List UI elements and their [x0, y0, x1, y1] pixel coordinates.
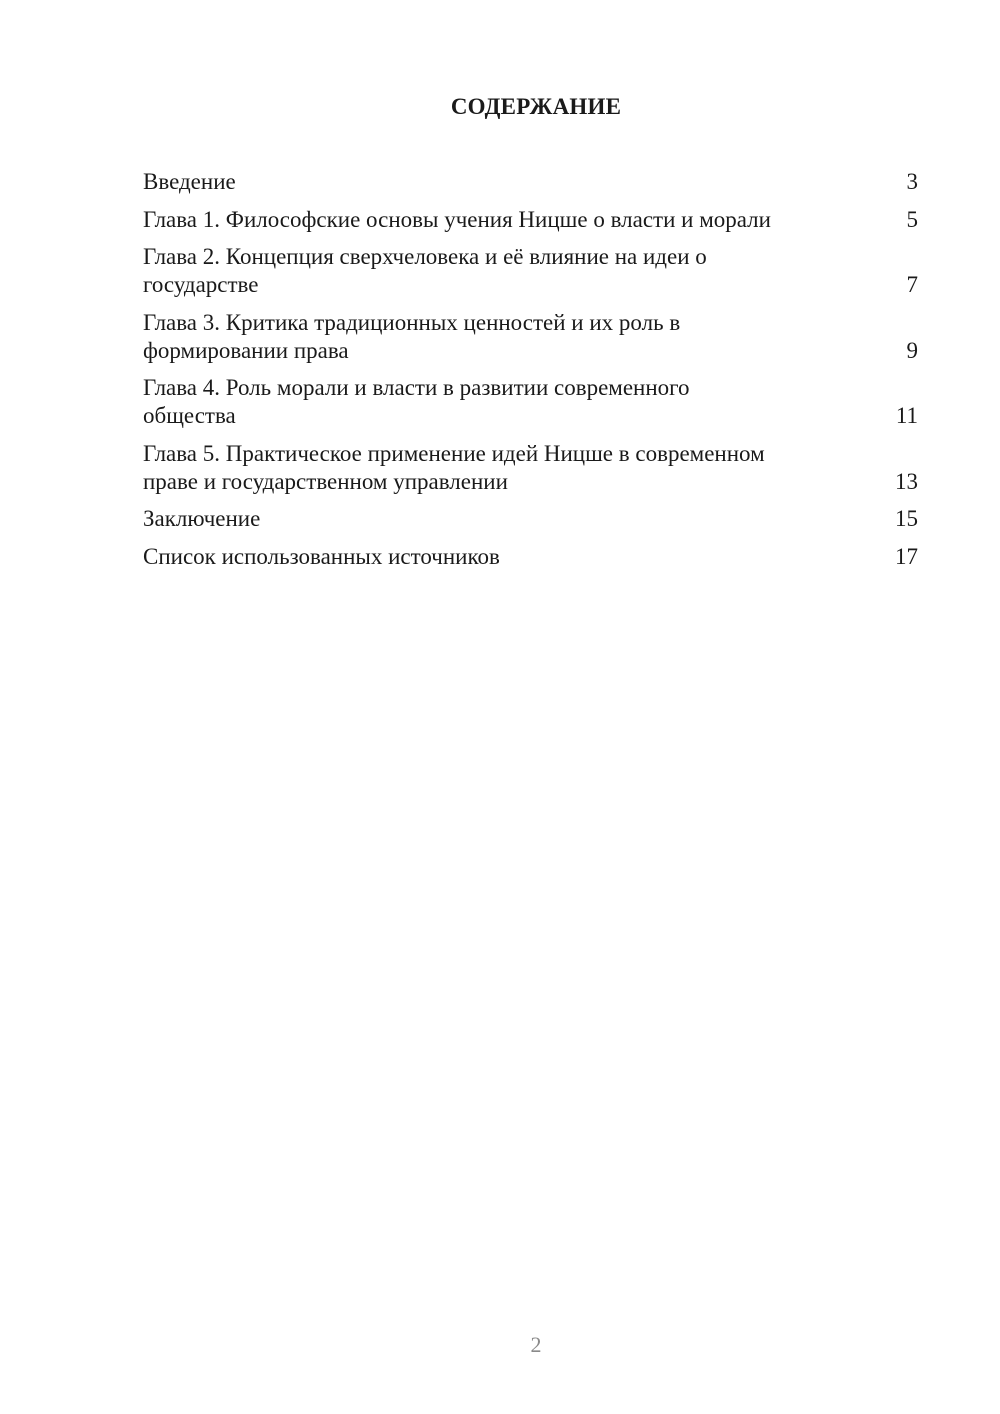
toc-item-introduction[interactable] [143, 168, 918, 196]
toc-item-page: 11 [895, 403, 918, 428]
toc-item-label: Список использованных источников [143, 543, 500, 569]
toc-item-label: Глава 1. Философские основы учения Ницше о власти и морали [143, 206, 771, 232]
toc-item-label: Глава 3. Критика традиционных ценностей и их роль в формировании права [143, 309, 681, 363]
toc-item-page: 5 [906, 206, 918, 232]
toc-item-chapter-2[interactable] [143, 243, 918, 299]
toc-item-label: Заключение [143, 506, 261, 531]
toc-item-chapter-3[interactable] [143, 309, 918, 365]
page-number: 2 [530, 1332, 542, 1357]
toc-item-label: Введение [143, 169, 236, 194]
toc-item-page: 9 [906, 337, 918, 363]
toc-item-chapter-5[interactable] [143, 440, 918, 496]
toc-item-page: 3 [906, 169, 918, 194]
toc-item-label: Глава 4. Роль морали и власти в развитии современного общества [143, 375, 690, 428]
toc-item-page: 17 [895, 543, 918, 569]
toc-item-page: 13 [895, 468, 918, 494]
toc-item-page: 15 [895, 506, 918, 531]
toc-item-references[interactable] [143, 543, 918, 571]
table-of-contents [143, 168, 918, 580]
toc-item-label: Глава 5. Практическое применение идей Ницше в современном праве и государственном управлении [143, 440, 765, 494]
toc-title: СОДЕРЖАНИЕ [450, 94, 622, 119]
toc-item-chapter-4[interactable] [143, 374, 918, 430]
toc-item-label: Глава 2. Концепция сверхчеловека и её влияние на идеи о государстве [143, 244, 707, 297]
toc-item-chapter-1[interactable] [143, 206, 918, 234]
toc-item-conclusion[interactable] [143, 505, 918, 533]
toc-item-page: 7 [906, 272, 918, 297]
